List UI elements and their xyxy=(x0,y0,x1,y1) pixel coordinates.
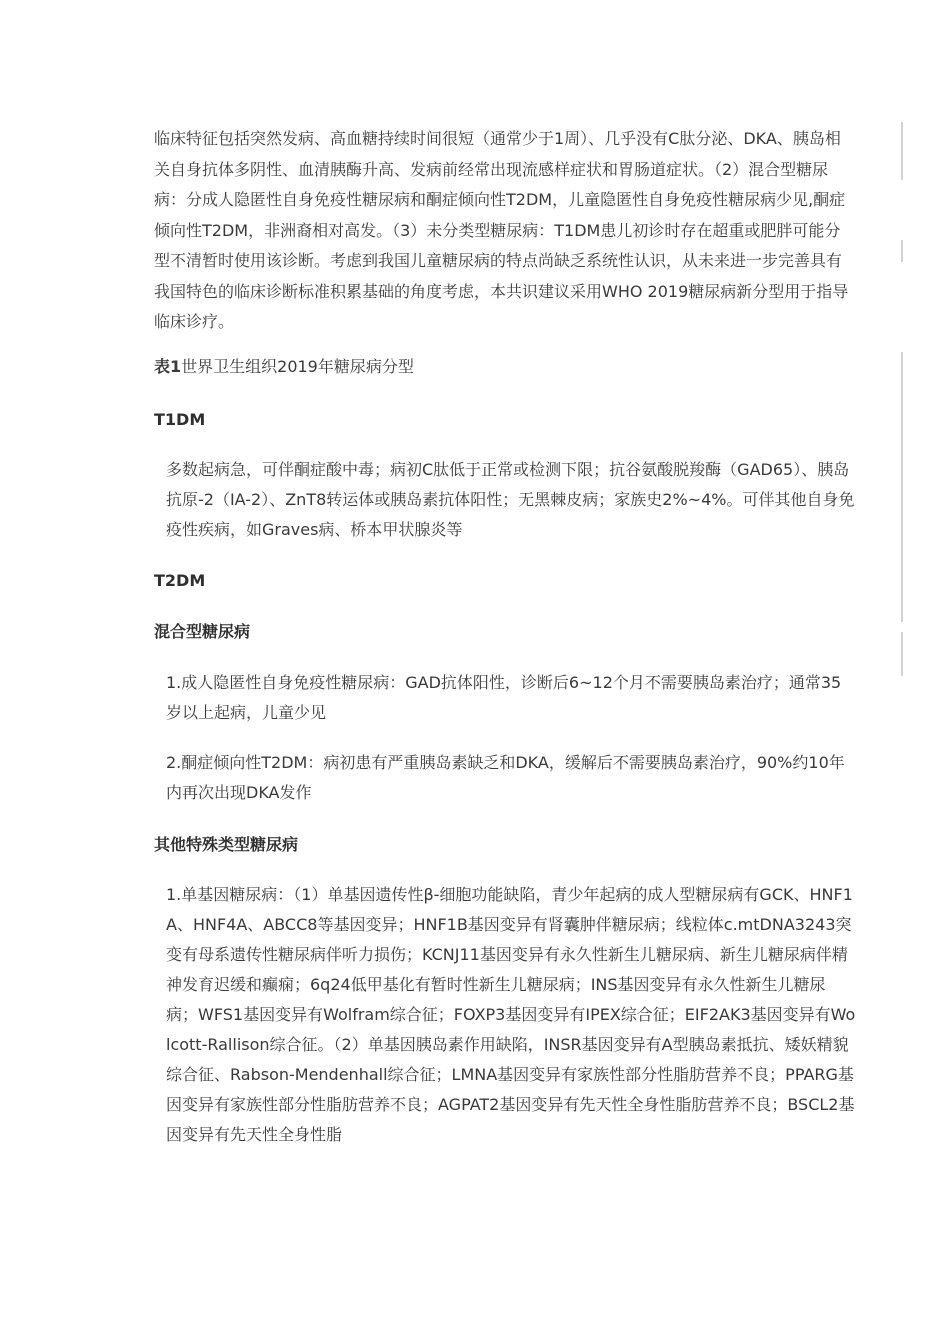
page-edge-mark xyxy=(901,632,903,676)
mixed-diabetes-heading: 混合型糖尿病 xyxy=(154,622,251,641)
mixed-item-lada: 1.成人隐匿性自身免疫性糖尿病：GAD抗体阳性，诊断后6~12个月不需要胰岛素治疗；通常35岁以上起病，儿童少见 xyxy=(166,673,842,722)
other-types-heading: 其他特殊类型糖尿病 xyxy=(154,835,299,854)
t1dm-heading: T1DM xyxy=(154,410,206,429)
table-caption xyxy=(154,354,414,380)
page-edge-mark xyxy=(901,240,903,262)
mixed-item-ketosis-prone: 2.酮症倾向性T2DM：病初患有严重胰岛素缺乏和DKA，缓解后不需要胰岛素治疗，90%约10年内再次出现DKA发作 xyxy=(166,753,845,802)
t1dm-description: 多数起病急，可伴酮症酸中毒；病初C肽低于正常或检测下限；抗谷氨酸脱羧酶（GAD65）、胰岛抗原-2（IA-2）、ZnT8转运体或胰岛素抗体阳性；无黑棘皮病；家族史2%~4%。可伴其他自身免疫性疾病，如Graves病、桥本甲状腺炎等 xyxy=(166,460,855,539)
t2dm-heading: T2DM xyxy=(154,571,206,590)
page-edge-mark xyxy=(901,352,903,622)
intro-paragraph: 临床特征包括突然发病、高血糖持续时间很短（通常少于1周）、几乎没有C肽分泌、DKA、胰岛相关自身抗体多阴性、血清胰酶升高、发病前经常出现流感样症状和胃肠道症状。（2）混合型糖尿病：分成人隐匿性自身免疫性糖尿病和酮症倾向性T2DM，儿童隐匿性自身免疫性糖尿病少见,酮症倾向性T2DM，非洲裔相对高发。（3）未分类型糖尿病：T1DM患儿初诊时存在超重或肥胖可能分型不清暂时使用该诊断。考虑到我国儿童糖尿病的特点尚缺乏系统性认识，从未来进一步完善具有我国特色的临床诊断标准积累基础的角度考虑，本共识建议采用WHO 2019糖尿病新分型用于指导临床诊疗。 xyxy=(154,129,849,331)
page-edge-mark xyxy=(901,122,903,180)
table-caption-text: 世界卫生组织2019年糖尿病分型 xyxy=(181,357,414,376)
other-item-monogenic: 1.单基因糖尿病：（1）单基因遗传性β-细胞功能缺陷，青少年起病的成人型糖尿病有GCK、HNF1A、HNF4A、ABCC8等基因变异；HNF1B基因变异有肾囊肿伴糖尿病；线粒体c.mtDNA3243突变有母系遗传性糖尿病伴听力损伤；KCNJ11基因变异有永久性新生儿糖尿病、新生儿糖尿病伴精神发育迟缓和癫痫；6q24低甲基化有暂时性新生儿糖尿病；INS基因变异有永久性新生儿糖尿病；WFS1基因变异有Wolfram综合征；FOXP3基因变异有IPEX综合征；EIF2AK3基因变异有Wolcott-Rallison综合征。（2）单基因胰岛素作用缺陷，INSR基因变异有A型胰岛素抵抗、矮妖精貌综合征、Rabson-Mendenhall综合征；LMNA基因变异有家族性部分性脂肪营养不良；PPARG基因变异有家族性部分性脂肪营养不良；AGPAT2基因变异有先天性全身性脂肪营养不良；BSCL2基因变异有先天性全身性脂 xyxy=(166,885,856,1144)
table-caption-label: 表1 xyxy=(154,357,182,376)
